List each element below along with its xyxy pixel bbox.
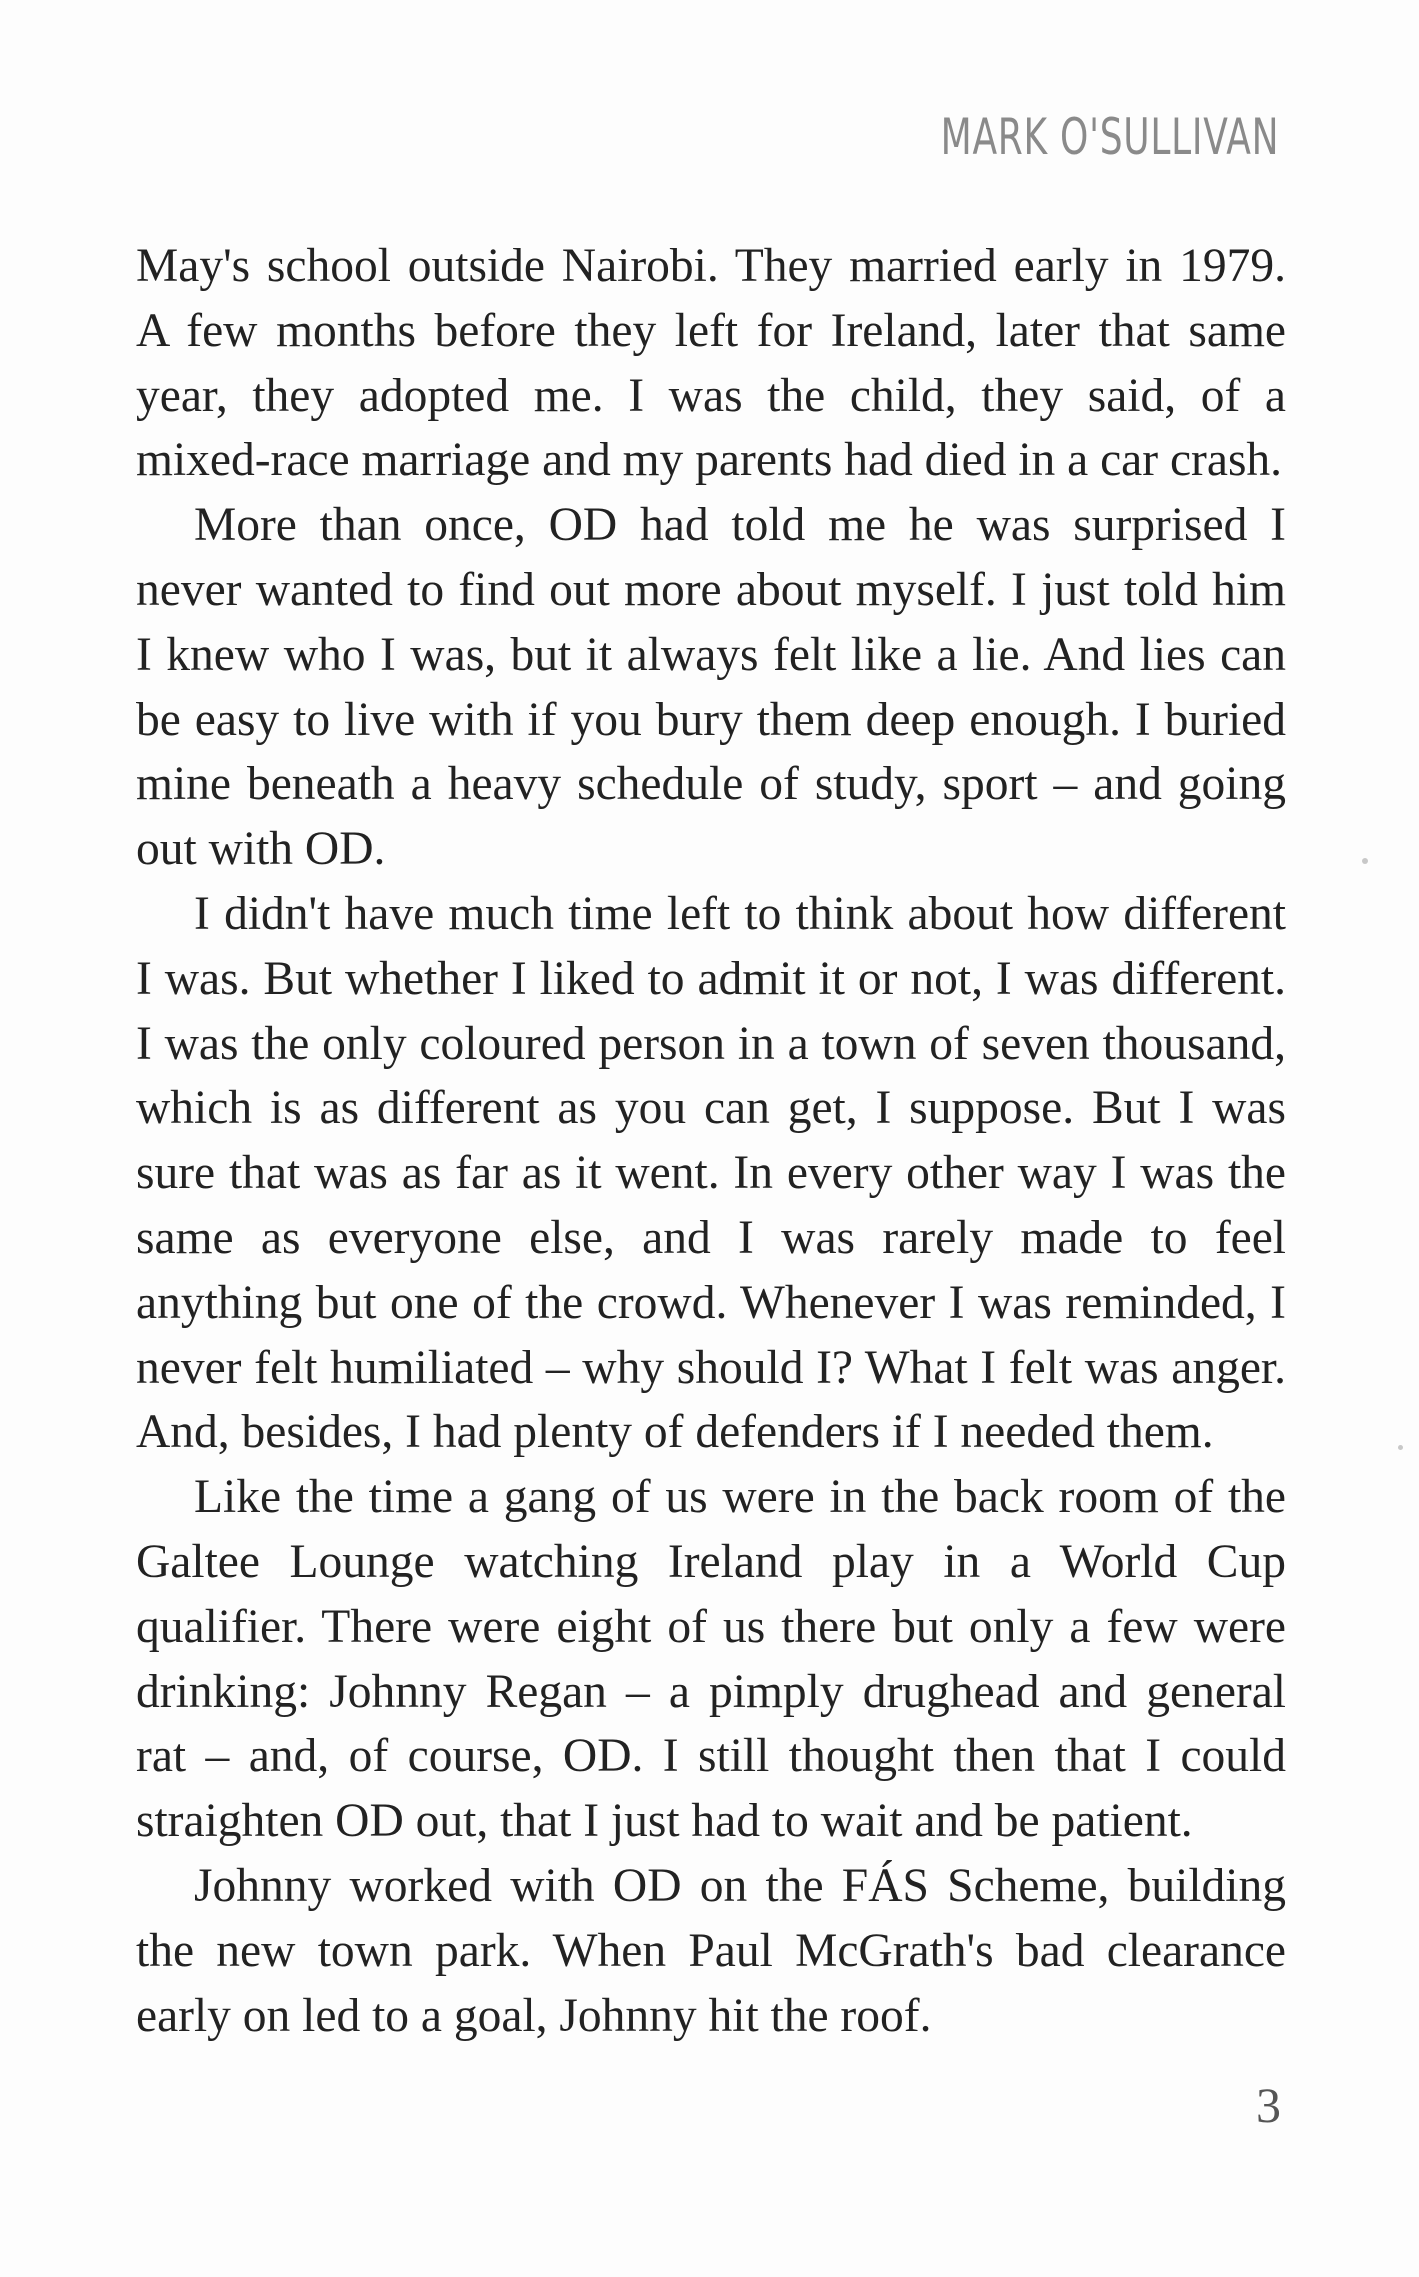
paragraph-5: Johnny worked with OD on the FÁS Scheme, building the new town park. When Paul McGrath's bad clearance early on led to a goal, Johnny hit the roof. [136,1859,1286,2042]
running-header-author: MARK O'SULLIVAN [940,108,1279,166]
body-text [136,234,1286,2048]
paragraph-4: Like the time a gang of us were in the back room of the Galtee Lounge watching Ireland play in a World Cup qualifier. There were eight of us there but only a few were drinking: Johnny Regan – a pimply drughead and general rat – and, of course, OD. I still thought then that I could straighten OD out, that I just had to wait and be patient. [136,1471,1286,1848]
paragraph-1: May's school outside Nairobi. They married early in 1979. A few months before they left for Ireland, later that same year, they adopted me. I was the child, they said, of a mixed-race marriage and my parents had died in a car crash. [136,240,1286,487]
scan-speck [1398,1445,1403,1450]
page-number: 3 [1256,2077,1281,2133]
scan-speck [1362,858,1368,864]
paragraph-2: More than once, OD had told me he was surprised I never wanted to find out more about myself. I just told him I knew who I was, but it always felt like a lie. And lies can be easy to live with if you bury them deep enough. I buried mine beneath a heavy schedule of study, sport – and going out with OD. [136,499,1286,876]
paragraph-3: I didn't have much time left to think about how different I was. But whether I liked to admit it or not, I was different. I was the only coloured person in a town of seven thousand, which is as different as you can get, I suppose. But I was sure that was as far as it went. In every other way I was the same as everyone else, and I was rarely made to feel anything but one of the crowd. Whenever I was reminded, I never felt humiliated – why should I? What I felt was anger. And, besides, I had plenty of defenders if I needed them. [136,887,1286,1459]
